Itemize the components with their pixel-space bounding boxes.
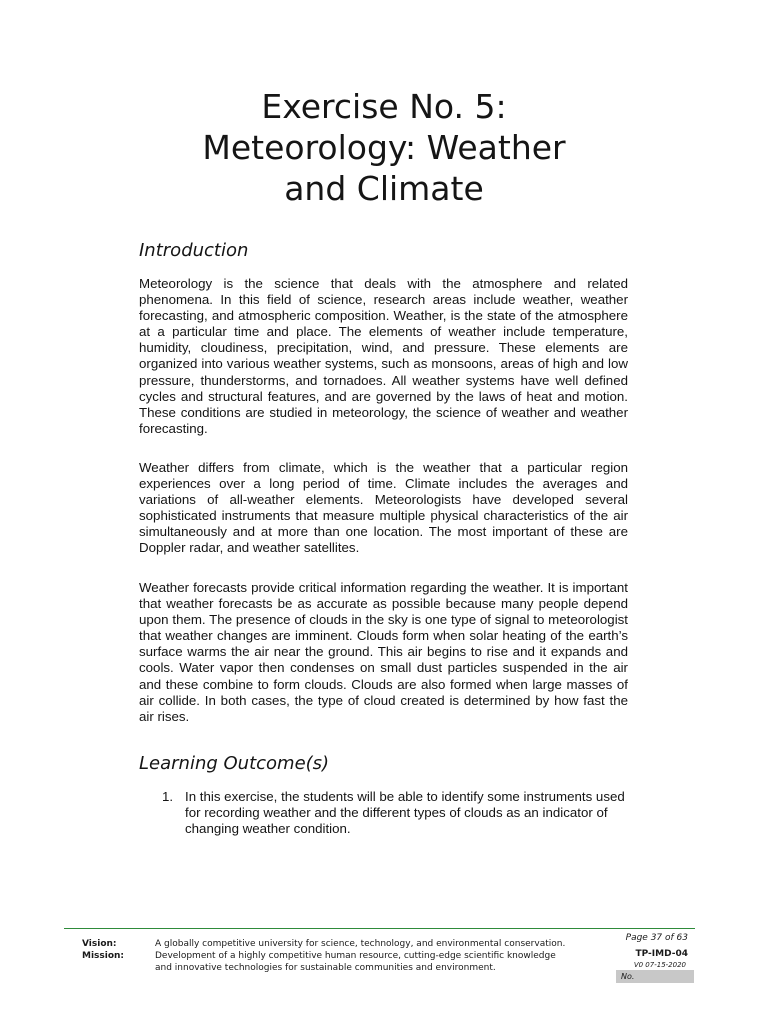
introduction-paragraph-2: Weather differs from climate, which is the weather that a particular region experiences over a long period of time. Climate includes the averages and variations of all-weather elements. Meteorologists have developed several sophisticated instruments that measure multiple physical characteristics of the air simultaneously and at more than one location. The most important of these are Doppler radar, and weather satellites. bbox=[139, 460, 628, 556]
introduction-paragraph-3: Weather forecasts provide critical information regarding the weather. It is important that weather forecasts be as accurate as possible because many people depend upon them. The presence of clouds in the sky is one type of signal to meteorologist that weather changes are imminent. Clouds form when solar heating of the earth’s surface warms the air near the ground. This air begins to rise and it expands and cools. Water vapor then condenses on small dust particles suspended in the air and these combine to form clouds. Clouds are also formed when large masses of air collide. In both cases, the type of cloud created is determined by how fast the air rises. bbox=[139, 580, 628, 724]
introduction-heading: Introduction bbox=[139, 240, 249, 261]
document-number-box: No. bbox=[616, 970, 694, 983]
introduction-paragraph-1: Meteorology is the science that deals with the atmosphere and related phenomena. In this field of science, research areas include weather, weather forecasting, and atmospheric composition. Weather, is the state of the atmosphere at a particular time and place. The elements of weather include temperature, humidity, cloudiness, precipitation, wind, and pressure. These elements are organized into various weather systems, such as monsoons, areas of high and low pressure, thunderstorms, and tornadoes. All weather systems have well defined cycles and structural features, and are governed by the laws of heat and motion. These conditions are studied in meteorology, the science of weather and weather forecasting. bbox=[139, 276, 628, 436]
mission-label: Mission: bbox=[82, 951, 125, 961]
document-code: TP-IMD-04 bbox=[635, 949, 688, 959]
title-line-1: Exercise No. 5: bbox=[261, 87, 507, 126]
vision-text: A globally competitive university for science, technology, and environmental conservation. bbox=[155, 939, 566, 949]
mission-text: Development of a highly competitive human resource, cutting-edge scientific knowledge and innovative technologies for sustainable communities and environment. bbox=[155, 951, 556, 973]
learning-outcomes-list bbox=[139, 789, 628, 837]
learning-outcomes-heading: Learning Outcome(s) bbox=[139, 753, 330, 774]
footer-divider bbox=[64, 928, 695, 929]
learning-outcome-text: In this exercise, the students will be able to identify some instruments used for recording weather and the different types of clouds as an indicator of changing weather condition. bbox=[185, 789, 625, 837]
title-line-3: and Climate bbox=[284, 169, 484, 208]
title-line-2: Meteorology: Weather bbox=[202, 128, 566, 167]
page-title bbox=[0, 86, 768, 209]
document-control-info bbox=[600, 932, 688, 970]
learning-outcome-number: 1. bbox=[162, 789, 174, 804]
learning-outcome-item bbox=[139, 789, 628, 837]
document-version: V0 07-15-2020 bbox=[633, 961, 686, 969]
page-number: Page 37 of 63 bbox=[625, 933, 688, 943]
vision-label: Vision: bbox=[82, 939, 117, 949]
